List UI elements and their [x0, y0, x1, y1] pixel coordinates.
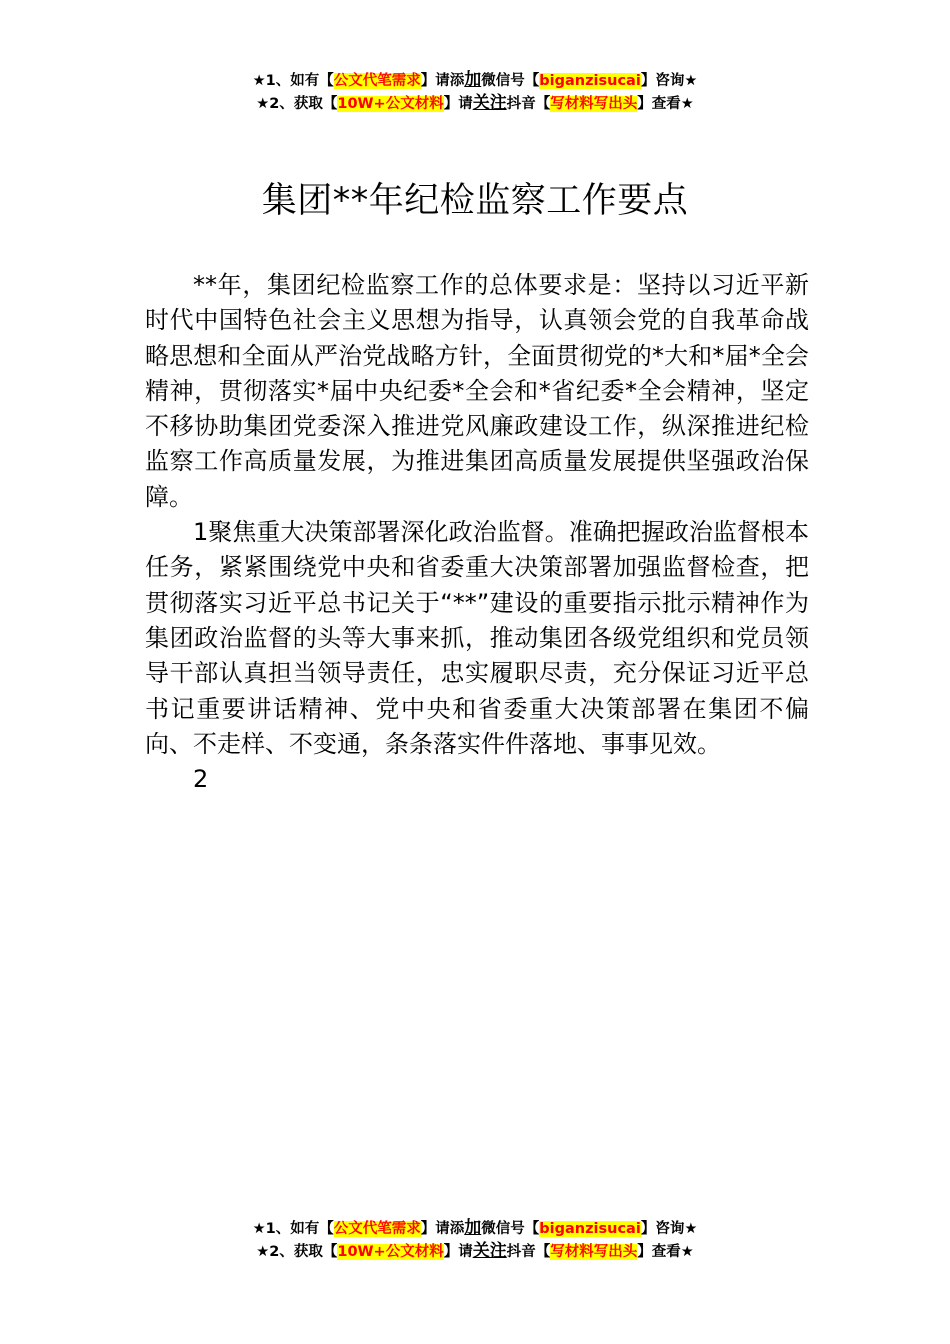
promo-highlight: 写材料写出头 [550, 96, 638, 112]
promo-emphasis: 关注 [472, 1241, 507, 1261]
promo-banner-bottom [0, 1217, 950, 1263]
promo-highlight: 10W+公文材料 [337, 96, 444, 112]
promo-text: 】咨询★ [640, 1221, 698, 1237]
promo-line-1 [0, 69, 950, 92]
promo-text: 微信号【 [481, 73, 540, 89]
promo-text: 】请添 [420, 73, 465, 89]
promo-text: ★2、获取【 [256, 96, 338, 112]
promo-text: ★1、如有【 [252, 1221, 334, 1237]
promo-line-2 [0, 1240, 950, 1263]
promo-text: 】请 [443, 96, 473, 112]
promo-highlight: 公文代笔需求 [333, 1221, 421, 1237]
promo-text: 】请添 [420, 1221, 465, 1237]
document-body [145, 268, 809, 797]
promo-highlight: biganzisucai [539, 73, 641, 89]
promo-highlight: 公文代笔需求 [333, 73, 421, 89]
promo-text: ★1、如有【 [252, 73, 334, 89]
promo-line-2 [0, 92, 950, 115]
promo-text: 】咨询★ [640, 73, 698, 89]
promo-text: ★2、获取【 [256, 1244, 338, 1260]
promo-emphasis: 加 [464, 70, 482, 90]
promo-text: 微信号【 [481, 1221, 540, 1237]
promo-emphasis: 加 [464, 1218, 482, 1238]
promo-highlight: 写材料写出头 [550, 1244, 638, 1260]
promo-highlight: biganzisucai [539, 1221, 641, 1237]
promo-highlight: 10W+公文材料 [337, 1244, 444, 1260]
promo-text: 】查看★ [637, 1244, 694, 1260]
promo-text: 抖音【 [506, 1244, 551, 1260]
promo-text: 】请 [443, 1244, 473, 1260]
paragraph-2: 2 [193, 765, 209, 794]
promo-banner-top [0, 69, 950, 115]
document-title: 集团**年纪检监察工作要点 [261, 181, 689, 221]
paragraph-intro: **年，集团纪检监察工作的总体要求是：坚持以习近平新时代中国特色社会主义思想为指导，认真领会党的自我革命战略思想和全面从严治党战略方针，全面贯彻党的*大和*届*全会精神，贯彻落实*届中央纪委*全会和*省纪委*全会精神，坚定不移协助集团党委深入推进党风廉政建设工作，纵深推进纪检监察工作高质量发展，为推进集团高质量发展提供坚强政治保障。 [145, 271, 809, 511]
promo-line-1 [0, 1217, 950, 1240]
paragraph-1: 1聚焦重大决策部署深化政治监督。准确把握政治监督根本任务，紧紧围绕党中央和省委重大决策部署加强监督检查，把贯彻落实习近平总书记关于“**”建设的重要指示批示精神作为集团政治监督的头等大事来抓，推动集团各级党组织和党员领导干部认真担当领导责任，忠实履职尽责，充分保证习近平总书记重要讲话精神、党中央和省委重大决策部署在集团不偏向、不走样、不变通，条条落实件件落地、事事见效。 [145, 518, 809, 758]
promo-text: 抖音【 [506, 96, 551, 112]
promo-emphasis: 关注 [472, 93, 507, 113]
promo-text: 】查看★ [637, 96, 694, 112]
